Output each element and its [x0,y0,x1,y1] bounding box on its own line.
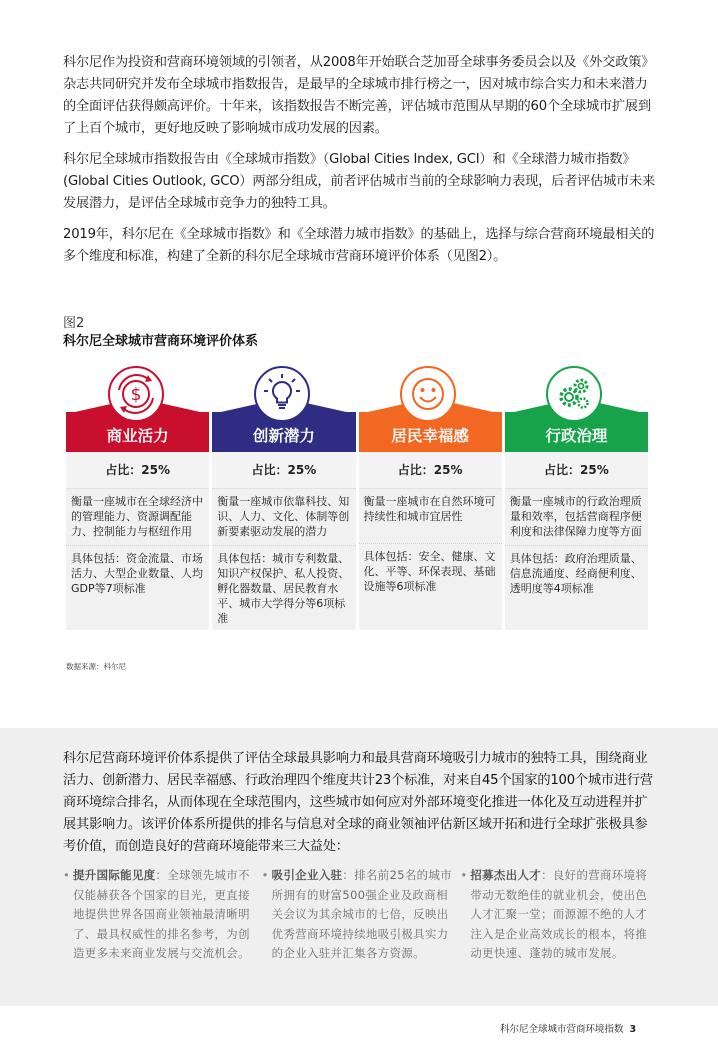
dimension-description: 衡量一座城市在自然环境可持续性和城市宜居性 [359,488,502,543]
dimension-includes: 具体包括：城市专利数量、知识产权保护、私人投资、孵化器数量、居民教育水平、城市大学得分等6项标准 [212,545,355,632]
footer-title: 科尔尼全球城市营商环境指数 [500,1024,624,1035]
gears-icon [546,366,602,422]
dollar-cycle-icon [108,366,164,422]
dimension-share: 占比：25% [359,452,502,488]
benefit-item [63,866,262,964]
dimension-description: 衡量一座城市在全球经济中的管理能力、资源调配能力、控制能力与枢纽作用 [66,488,209,545]
intro-paragraph-2: 科尔尼全球城市指数报告由《全球城市指数》（Global Cities Index, GCI）和《全球潜力城市指数》(Global Cities Outlook, GCO）两部分组成，前者评估城市当前的全球影响力表现，后者评估城市未来发展潜力，是评估全球城市竞争力的独特工具。 [63,152,656,211]
figure-title: 科尔尼全球城市营商环境评价体系 [63,334,259,349]
data-source: 数据来源：科尔尼 [66,662,126,671]
svg-text:$: $ [130,385,142,405]
benefit-heading: 吸引企业入驻 [271,868,343,882]
dimension-includes: 具体包括：政府治理质量、信息流通度、经商便利度、透明度等4项标准 [505,545,648,602]
bullet-icon: • [261,868,269,882]
benefit-item [262,866,461,964]
benefit-body: ：全球领先城市不仅能赫获各个国家的目光，更直接地提供世界各国商业领袖最清晰明了、最具权威性的排名参考，为创造更多未来商业发展与交流机会。 [73,868,250,960]
dimension-includes: 具体包括：安全、健康、文化、平等、环保表现、基础设施等6项标准 [359,543,502,600]
dimension-share: 占比：25% [505,452,648,488]
smiley-icon [400,366,456,422]
dimension-business-vitality [66,366,209,630]
benefit-body: ：排名前25名的城市所拥有的财富500强企业及政商相关会议为其余城市的七倍，反映出优秀营商环境持续地吸引极具实力的企业入驻并汇集各方资源。 [271,868,453,960]
dimension-includes: 具体包括：资金流量、市场活力、大型企业数量、人均GDP等7项标准 [66,545,209,602]
page-footer [500,1021,636,1035]
dimension-title: 商业活力 [106,427,169,445]
benefit-body: ：良好的营商环境将带动无数绝佳的就业机会，使出色人才汇聚一堂；而源源不绝的人才注入是企业高效成长的根本，将推动更快速、蓬勃的城市发展。 [470,868,648,960]
dimension-innovation-potential [212,366,355,630]
bullet-icon: • [63,868,71,882]
bullet-icon: • [460,868,468,882]
dimension-title: 行政治理 [545,427,608,445]
page-number: 3 [629,1024,637,1035]
dimension-share: 占比：25% [66,452,209,488]
dimension-share: 占比：25% [212,452,355,488]
dimension-description: 衡量一座城市依靠科技、知识、人力、文化、体制等创新要素驱动发展的潜力 [212,488,355,545]
benefit-heading: 提升国际能见度 [73,868,156,882]
figure-label: 图2 [63,316,85,331]
lightbulb-icon [254,366,310,422]
summary-text: 科尔尼营商环境评价体系提供了评估全球最具影响力和最具营商环境吸引力城市的独特工具，围绕商业活力、创新潜力、居民幸福感、行政治理四个维度共计23个标准，对来自45个国家的100个城市进行营商环境综合排名，从而体现在全球范围内，这些城市如何应对外部环境变化推进一体化及互动进程并扩展其影响力。该评价体系所提供的排名与信息对全球的商业领袖评估新区域开拓和进行全球扩张极具参考价值，而创造良好的营商环境能带来三大益处： [63,751,653,854]
benefit-heading: 招募杰出人才 [470,868,542,882]
evaluation-framework [66,366,648,630]
dimension-resident-happiness [359,366,502,630]
dimension-title: 创新潜力 [252,427,315,445]
benefits-list [63,866,659,964]
dimension-administrative-governance [505,366,648,630]
dimension-description: 衡量一座城市的行政治理质量和效率，包括营商程序便利度和法律保障力度等方面 [505,488,648,545]
dimension-title: 居民幸福感 [391,427,469,445]
intro-paragraph-1: 科尔尼作为投资和营商环境领域的引领者，从2008年开始联合芝加哥全球事务委员会以及《外交政策》杂志共同研究并发布全球城市指数报告，是最早的全球城市排行榜之一，因对城市综合实力和未来潜力的全面评估获得颇高评价。十年来，该指数报告不断完善，评估城市范围从早期的60个全球城市扩展到了上百个城市，更好地反映了影响城市成功发展的因素。 [63,55,655,136]
benefit-item [460,866,659,964]
intro-paragraph-3: 2019年，科尔尼在《全球城市指数》和《全球潜力城市指数》的基础上，选择与综合营商环境最相关的多个维度和标准，构建了全新的科尔尼全球城市营商环境评价体系（见图2）。 [63,227,655,264]
summary-section [0,728,718,1006]
intro-text [63,52,659,277]
